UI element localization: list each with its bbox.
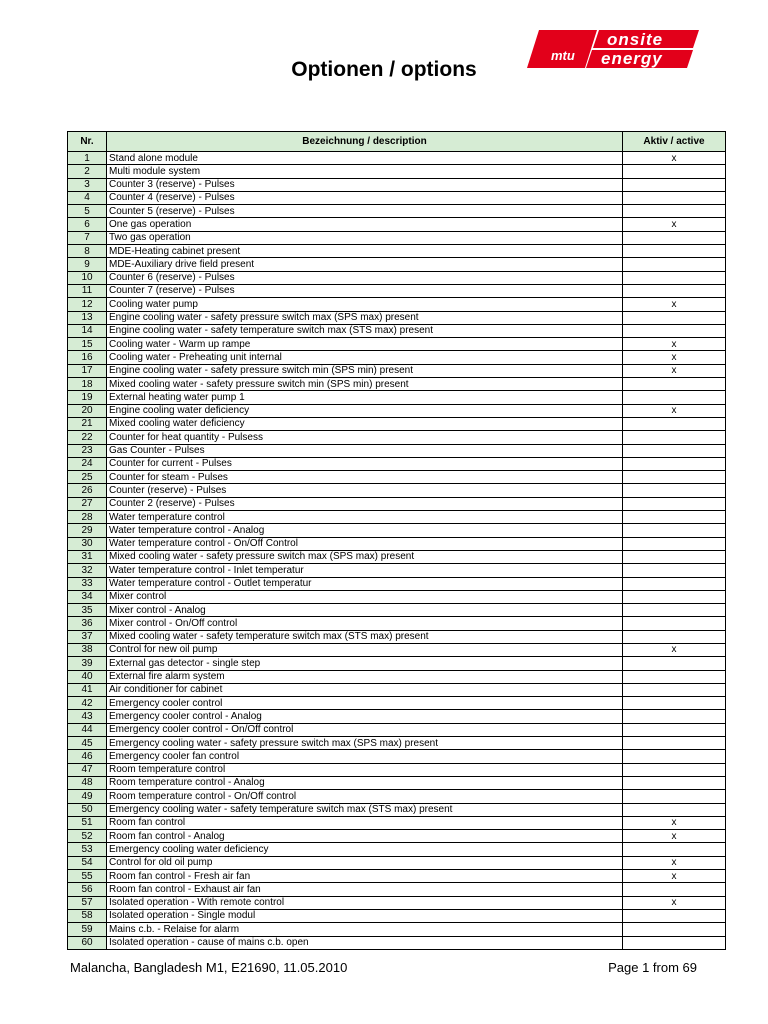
option-active-mark: x	[623, 338, 726, 351]
option-active-mark: x	[623, 870, 726, 883]
option-active-mark	[623, 923, 726, 936]
table-row	[68, 936, 726, 949]
option-description: Counter 2 (reserve) - Pulses	[107, 497, 623, 510]
header-nr: Nr.	[68, 132, 107, 152]
option-number: 37	[68, 630, 107, 643]
option-description: Counter for heat quantity - Pulsess	[107, 431, 623, 444]
option-active-mark	[623, 484, 726, 497]
table-row	[68, 803, 726, 816]
option-active-mark	[623, 683, 726, 696]
option-active-mark	[623, 165, 726, 178]
option-active-mark	[623, 457, 726, 470]
option-description: Mixed cooling water - safety temperature switch max (STS max) present	[107, 630, 623, 643]
option-description: Engine cooling water - safety temperature switch max (STS max) present	[107, 324, 623, 337]
option-number: 17	[68, 364, 107, 377]
option-number: 8	[68, 245, 107, 258]
option-description: Engine cooling water - safety pressure switch min (SPS min) present	[107, 364, 623, 377]
table-row	[68, 604, 726, 617]
option-description: Counter for current - Pulses	[107, 457, 623, 470]
option-number: 58	[68, 909, 107, 922]
option-number: 9	[68, 258, 107, 271]
option-description: Room temperature control - On/Off control	[107, 790, 623, 803]
table-row	[68, 231, 726, 244]
table-row	[68, 338, 726, 351]
table-row	[68, 577, 726, 590]
option-number: 30	[68, 537, 107, 550]
table-row	[68, 830, 726, 843]
option-number: 36	[68, 617, 107, 630]
logo-name-line2: energy	[601, 49, 663, 68]
table-row	[68, 923, 726, 936]
option-active-mark	[623, 564, 726, 577]
option-number: 57	[68, 896, 107, 909]
option-number: 54	[68, 856, 107, 869]
option-description: Counter 3 (reserve) - Pulses	[107, 178, 623, 191]
option-number: 24	[68, 457, 107, 470]
table-row	[68, 790, 726, 803]
option-number: 42	[68, 697, 107, 710]
table-row	[68, 378, 726, 391]
option-number: 28	[68, 511, 107, 524]
option-description: Room fan control - Fresh air fan	[107, 870, 623, 883]
option-active-mark	[623, 178, 726, 191]
option-active-mark: x	[623, 218, 726, 231]
option-active-mark	[623, 324, 726, 337]
table-row	[68, 524, 726, 537]
option-number: 7	[68, 231, 107, 244]
table-row	[68, 697, 726, 710]
option-number: 45	[68, 737, 107, 750]
table-row	[68, 643, 726, 656]
option-active-mark	[623, 231, 726, 244]
option-number: 34	[68, 590, 107, 603]
option-active-mark	[623, 258, 726, 271]
option-description: Cooling water pump	[107, 298, 623, 311]
option-number: 53	[68, 843, 107, 856]
table-row	[68, 471, 726, 484]
option-number: 16	[68, 351, 107, 364]
table-row	[68, 723, 726, 736]
logo-name-line1: onsite	[607, 30, 664, 49]
option-active-mark	[623, 471, 726, 484]
option-description: Engine cooling water - safety pressure switch max (SPS max) present	[107, 311, 623, 324]
table-header-row	[68, 132, 726, 152]
table-row	[68, 258, 726, 271]
option-number: 39	[68, 657, 107, 670]
table-row	[68, 750, 726, 763]
option-number: 5	[68, 205, 107, 218]
table-row	[68, 737, 726, 750]
table-row	[68, 484, 726, 497]
option-number: 11	[68, 284, 107, 297]
option-active-mark	[623, 670, 726, 683]
option-number: 56	[68, 883, 107, 896]
option-active-mark	[623, 391, 726, 404]
table-row	[68, 444, 726, 457]
option-number: 2	[68, 165, 107, 178]
option-description: Counter for steam - Pulses	[107, 471, 623, 484]
option-number: 3	[68, 178, 107, 191]
option-description: Mains c.b. - Relaise for alarm	[107, 923, 623, 936]
table-row	[68, 205, 726, 218]
table-row	[68, 816, 726, 829]
option-description: Mixed cooling water - safety pressure switch min (SPS min) present	[107, 378, 623, 391]
option-number: 33	[68, 577, 107, 590]
option-number: 19	[68, 391, 107, 404]
option-number: 10	[68, 271, 107, 284]
option-number: 25	[68, 471, 107, 484]
table-row	[68, 391, 726, 404]
table-row	[68, 763, 726, 776]
option-active-mark: x	[623, 298, 726, 311]
option-number: 50	[68, 803, 107, 816]
option-description: Counter 6 (reserve) - Pulses	[107, 271, 623, 284]
table-row	[68, 497, 726, 510]
table-row	[68, 457, 726, 470]
option-active-mark	[623, 431, 726, 444]
option-active-mark	[623, 803, 726, 816]
option-number: 26	[68, 484, 107, 497]
option-number: 51	[68, 816, 107, 829]
option-description: Control for new oil pump	[107, 643, 623, 656]
option-description: Emergency cooling water - safety temperature switch max (STS max) present	[107, 803, 623, 816]
option-active-mark	[623, 737, 726, 750]
option-active-mark	[623, 311, 726, 324]
option-description: Cooling water - Preheating unit internal	[107, 351, 623, 364]
option-description: Cooling water - Warm up rampe	[107, 338, 623, 351]
option-number: 23	[68, 444, 107, 457]
option-description: Emergency cooler control	[107, 697, 623, 710]
table-row	[68, 683, 726, 696]
option-active-mark	[623, 936, 726, 949]
option-description: External heating water pump 1	[107, 391, 623, 404]
table-row	[68, 909, 726, 922]
table-row	[68, 152, 726, 165]
option-number: 52	[68, 830, 107, 843]
option-description: Stand alone module	[107, 152, 623, 165]
table-row	[68, 843, 726, 856]
table-row	[68, 165, 726, 178]
option-active-mark	[623, 657, 726, 670]
option-active-mark	[623, 444, 726, 457]
option-active-mark	[623, 524, 726, 537]
option-description: Water temperature control - On/Off Control	[107, 537, 623, 550]
option-description: Multi module system	[107, 165, 623, 178]
option-description: Isolated operation - cause of mains c.b. open	[107, 936, 623, 949]
option-number: 18	[68, 378, 107, 391]
option-active-mark	[623, 843, 726, 856]
table-row	[68, 311, 726, 324]
option-number: 41	[68, 683, 107, 696]
table-row	[68, 404, 726, 417]
table-row	[68, 870, 726, 883]
option-description: MDE-Heating cabinet present	[107, 245, 623, 258]
table-row	[68, 364, 726, 377]
footer-page-number: Page 1 from 69	[608, 960, 697, 975]
option-number: 1	[68, 152, 107, 165]
option-description: Mixed cooling water - safety pressure switch max (SPS max) present	[107, 550, 623, 563]
option-active-mark	[623, 271, 726, 284]
option-description: Emergency cooler control - Analog	[107, 710, 623, 723]
option-active-mark	[623, 763, 726, 776]
option-active-mark: x	[623, 856, 726, 869]
table-row	[68, 218, 726, 231]
option-active-mark	[623, 883, 726, 896]
option-number: 29	[68, 524, 107, 537]
header-description: Bezeichnung / description	[107, 132, 623, 152]
option-active-mark	[623, 617, 726, 630]
option-active-mark	[623, 537, 726, 550]
option-active-mark: x	[623, 643, 726, 656]
option-active-mark	[623, 417, 726, 430]
option-description: Air conditioner for cabinet	[107, 683, 623, 696]
option-description: Emergency cooler fan control	[107, 750, 623, 763]
options-table	[67, 131, 726, 950]
option-description: Water temperature control - Inlet temperatur	[107, 564, 623, 577]
table-row	[68, 617, 726, 630]
option-active-mark	[623, 590, 726, 603]
table-row	[68, 670, 726, 683]
option-active-mark	[623, 378, 726, 391]
table-row	[68, 590, 726, 603]
option-active-mark	[623, 710, 726, 723]
option-active-mark	[623, 550, 726, 563]
option-description: Isolated operation - With remote control	[107, 896, 623, 909]
option-active-mark: x	[623, 404, 726, 417]
option-description: Room temperature control	[107, 763, 623, 776]
option-active-mark: x	[623, 351, 726, 364]
option-number: 13	[68, 311, 107, 324]
option-description: Emergency cooling water deficiency	[107, 843, 623, 856]
option-number: 44	[68, 723, 107, 736]
option-description: Counter 4 (reserve) - Pulses	[107, 191, 623, 204]
option-description: Engine cooling water deficiency	[107, 404, 623, 417]
option-active-mark	[623, 511, 726, 524]
option-description: Gas Counter - Pulses	[107, 444, 623, 457]
option-description: Emergency cooler control - On/Off control	[107, 723, 623, 736]
logo-brand-text: mtu	[551, 48, 575, 63]
option-description: Mixer control - Analog	[107, 604, 623, 617]
option-number: 20	[68, 404, 107, 417]
table-row	[68, 298, 726, 311]
option-description: One gas operation	[107, 218, 623, 231]
option-active-mark: x	[623, 896, 726, 909]
option-number: 47	[68, 763, 107, 776]
option-number: 6	[68, 218, 107, 231]
table-row	[68, 417, 726, 430]
option-number: 43	[68, 710, 107, 723]
option-description: External fire alarm system	[107, 670, 623, 683]
option-description: MDE-Auxiliary drive field present	[107, 258, 623, 271]
table-row	[68, 431, 726, 444]
option-description: Control for old oil pump	[107, 856, 623, 869]
option-description: Counter (reserve) - Pulses	[107, 484, 623, 497]
option-description: Counter 7 (reserve) - Pulses	[107, 284, 623, 297]
option-number: 48	[68, 776, 107, 789]
option-active-mark	[623, 776, 726, 789]
option-number: 12	[68, 298, 107, 311]
options-table-body	[68, 152, 726, 950]
option-description: Room fan control - Exhaust air fan	[107, 883, 623, 896]
option-number: 38	[68, 643, 107, 656]
option-number: 31	[68, 550, 107, 563]
footer-document-info: Malancha, Bangladesh M1, E21690, 11.05.2010	[70, 960, 348, 975]
option-description: Room fan control	[107, 816, 623, 829]
table-row	[68, 511, 726, 524]
option-description: External gas detector - single step	[107, 657, 623, 670]
table-row	[68, 564, 726, 577]
option-number: 49	[68, 790, 107, 803]
option-active-mark: x	[623, 364, 726, 377]
table-row	[68, 245, 726, 258]
option-active-mark	[623, 245, 726, 258]
option-number: 46	[68, 750, 107, 763]
table-row	[68, 856, 726, 869]
option-active-mark	[623, 284, 726, 297]
option-active-mark	[623, 630, 726, 643]
table-row	[68, 351, 726, 364]
table-row	[68, 550, 726, 563]
option-description: Room fan control - Analog	[107, 830, 623, 843]
table-row	[68, 896, 726, 909]
option-number: 15	[68, 338, 107, 351]
option-number: 21	[68, 417, 107, 430]
table-row	[68, 883, 726, 896]
header-active: Aktiv / active	[623, 132, 726, 152]
option-description: Two gas operation	[107, 231, 623, 244]
option-number: 14	[68, 324, 107, 337]
option-active-mark: x	[623, 816, 726, 829]
table-row	[68, 178, 726, 191]
option-number: 22	[68, 431, 107, 444]
option-active-mark: x	[623, 830, 726, 843]
option-active-mark	[623, 191, 726, 204]
page-title: Optionen / options	[291, 58, 477, 81]
option-description: Water temperature control - Outlet temperatur	[107, 577, 623, 590]
option-number: 59	[68, 923, 107, 936]
option-description: Emergency cooling water - safety pressure switch max (SPS max) present	[107, 737, 623, 750]
option-number: 4	[68, 191, 107, 204]
option-active-mark	[623, 205, 726, 218]
option-number: 40	[68, 670, 107, 683]
option-active-mark	[623, 723, 726, 736]
option-description: Water temperature control - Analog	[107, 524, 623, 537]
option-active-mark	[623, 697, 726, 710]
option-description: Mixer control	[107, 590, 623, 603]
option-description: Room temperature control - Analog	[107, 776, 623, 789]
table-row	[68, 324, 726, 337]
option-number: 60	[68, 936, 107, 949]
table-row	[68, 537, 726, 550]
table-row	[68, 657, 726, 670]
option-description: Mixed cooling water deficiency	[107, 417, 623, 430]
option-active-mark	[623, 909, 726, 922]
option-active-mark	[623, 577, 726, 590]
table-row	[68, 271, 726, 284]
option-description: Water temperature control	[107, 511, 623, 524]
option-number: 27	[68, 497, 107, 510]
option-active-mark	[623, 604, 726, 617]
table-row	[68, 710, 726, 723]
option-active-mark	[623, 750, 726, 763]
option-description: Counter 5 (reserve) - Pulses	[107, 205, 623, 218]
option-active-mark: x	[623, 152, 726, 165]
table-row	[68, 776, 726, 789]
option-number: 55	[68, 870, 107, 883]
option-active-mark	[623, 790, 726, 803]
option-active-mark	[623, 497, 726, 510]
option-description: Mixer control - On/Off control	[107, 617, 623, 630]
option-number: 35	[68, 604, 107, 617]
table-row	[68, 630, 726, 643]
table-row	[68, 191, 726, 204]
option-number: 32	[68, 564, 107, 577]
option-description: Isolated operation - Single modul	[107, 909, 623, 922]
table-row	[68, 284, 726, 297]
